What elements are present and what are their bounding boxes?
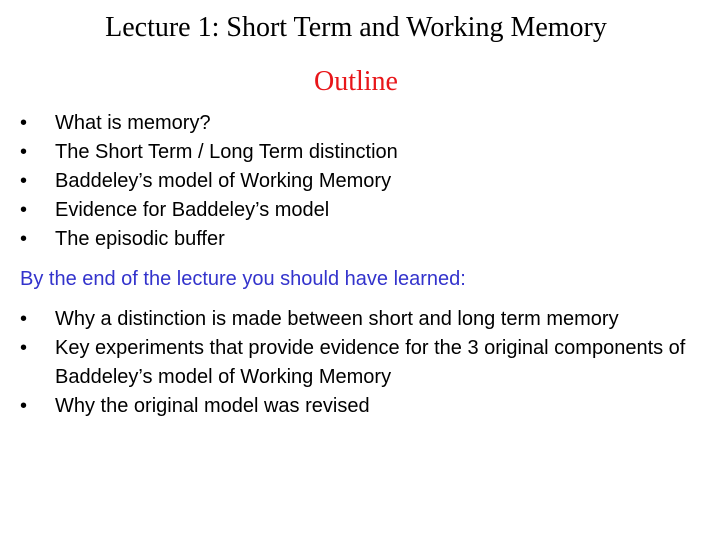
list-item-text: The episodic buffer — [55, 228, 225, 250]
bullet-marker: • — [20, 228, 28, 250]
list-item-text: Baddeley’s model of Working Memory — [55, 170, 392, 192]
list-item — [20, 167, 710, 196]
bullet-marker: • — [20, 199, 28, 221]
list-item — [20, 392, 710, 421]
list-item-text: The Short Term / Long Term distinction — [55, 141, 398, 163]
bullet-marker: • — [20, 112, 28, 134]
bullet-marker: • — [20, 337, 28, 359]
list-item-text: Why the original model was revised — [55, 395, 370, 417]
list-item-text: What is memory? — [55, 112, 211, 134]
bullet-marker: • — [20, 395, 28, 417]
list-item — [20, 305, 710, 334]
list-item — [20, 138, 710, 167]
bullet-marker: • — [20, 141, 28, 163]
learning-outcomes-list — [20, 305, 710, 421]
slide-subtitle: Outline — [314, 66, 398, 97]
list-item — [20, 334, 710, 392]
bullet-marker: • — [20, 308, 28, 330]
list-item — [20, 196, 710, 225]
slide-title: Lecture 1: Short Term and Working Memory — [105, 12, 607, 43]
list-item — [20, 109, 710, 138]
list-item-text: Why a distinction is made between short and long term memory — [55, 308, 619, 330]
learning-outcomes-heading: By the end of the lecture you should have learned: — [20, 268, 466, 290]
outline-list — [20, 109, 710, 254]
list-item-text: Key experiments that provide evidence for the 3 original components of Baddeley’s model of Working Memory — [55, 337, 686, 388]
list-item — [20, 225, 710, 254]
bullet-marker: • — [20, 170, 28, 192]
list-item-text: Evidence for Baddeley’s model — [55, 199, 330, 221]
